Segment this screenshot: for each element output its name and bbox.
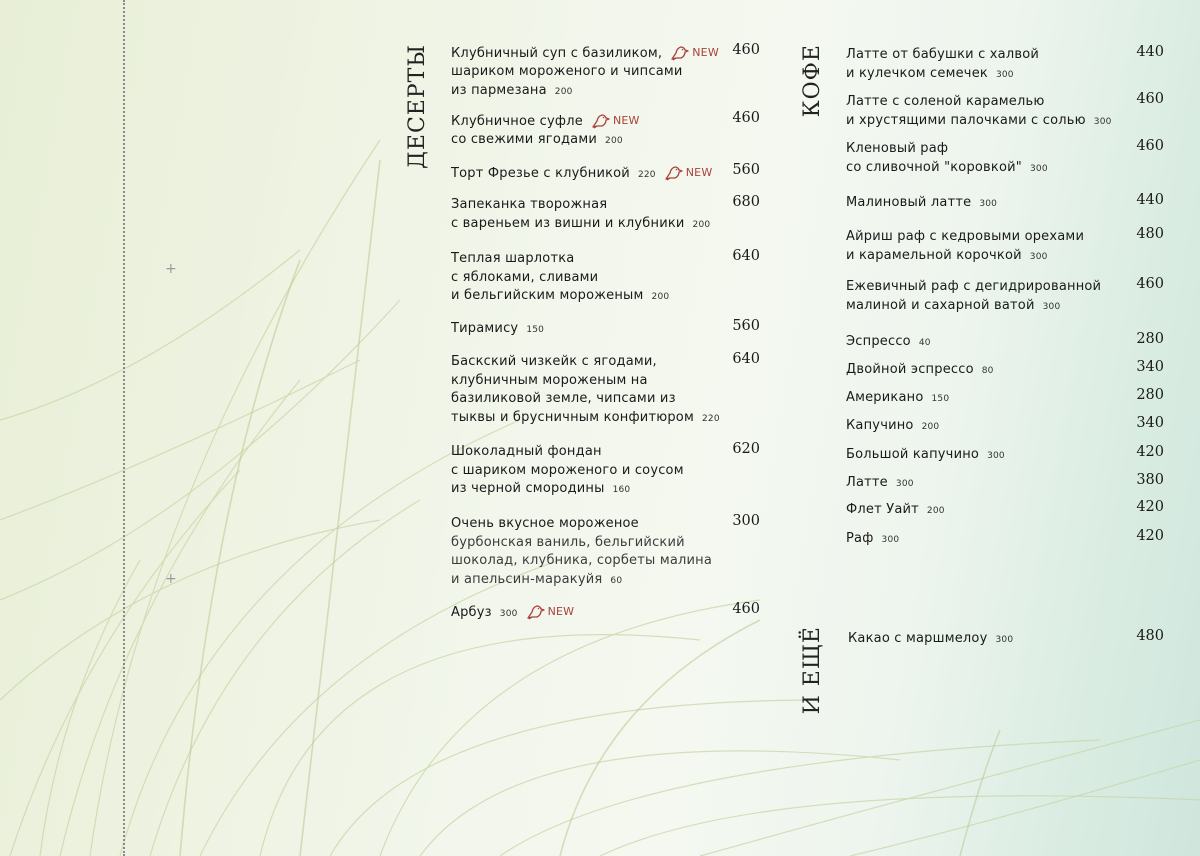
- item-name: тыквы и брусничным конфитюром: [451, 409, 694, 425]
- item-name: Очень вкусное мороженое: [451, 516, 639, 531]
- item-price: 620: [732, 441, 760, 457]
- more-item: [848, 630, 1013, 650]
- desserts-item: [451, 44, 719, 101]
- item-name: Какао с маршмелоу: [848, 631, 988, 646]
- item-name: Кленовый раф: [846, 141, 949, 156]
- bird-icon: [591, 113, 611, 129]
- item-price: 420: [1136, 528, 1164, 544]
- crosshair-mark-icon: +: [165, 571, 177, 587]
- item-name: Латте с соленой карамелью: [846, 94, 1045, 109]
- item-price: 280: [1136, 387, 1164, 403]
- section-title-coffee: КОФЕ: [800, 44, 825, 118]
- item-name: со сливочной "коровкой": [846, 159, 1022, 175]
- item-name: Двойной эспрессо: [846, 362, 974, 377]
- coffee-item: [846, 530, 899, 550]
- item-price: 440: [1136, 44, 1164, 60]
- desserts-item: [451, 443, 684, 500]
- item-name: Запеканка творожная: [451, 197, 608, 212]
- item-name: Малиновый латте: [846, 195, 972, 210]
- item-name: Клубничное суфле: [451, 113, 583, 129]
- item-price: 460: [732, 42, 760, 58]
- coffee-item: [846, 501, 945, 521]
- item-name: Тирамису: [451, 321, 519, 336]
- item-name: Теплая шарлотка: [451, 251, 575, 266]
- coffee-item: [846, 474, 914, 494]
- coffee-item: [846, 93, 1112, 131]
- item-name: из пармезана: [451, 82, 547, 98]
- item-weight: 300: [1029, 251, 1048, 262]
- coffee-item: [846, 228, 1084, 266]
- item-price: 640: [732, 351, 760, 367]
- item-price: 460: [1136, 91, 1164, 107]
- item-name: с вареньем из вишни и клубники: [451, 215, 685, 231]
- item-price: 420: [1136, 444, 1164, 460]
- bird-icon: [664, 165, 684, 181]
- item-weight: 300: [979, 199, 998, 209]
- new-badge-label: NEW: [685, 166, 713, 179]
- coffee-item: [846, 194, 997, 214]
- item-weight: 300: [1029, 163, 1048, 174]
- new-badge-label: NEW: [612, 114, 640, 127]
- item-name: со свежими ягодами: [451, 132, 598, 148]
- item-weight: 220: [637, 169, 656, 180]
- item-name: Торт Фрезье с клубникой: [451, 165, 630, 181]
- bird-icon: [670, 45, 690, 61]
- item-weight: 60: [610, 575, 623, 586]
- item-price: 480: [1136, 226, 1164, 242]
- item-name: Арбуз: [451, 604, 492, 620]
- item-name: из черной смородины: [451, 481, 605, 496]
- item-weight: 40: [918, 338, 931, 348]
- desserts-item: [451, 112, 640, 151]
- new-badge-label: NEW: [547, 605, 575, 618]
- item-name: Раф: [846, 531, 874, 546]
- section-title-more: И ЕЩЁ: [800, 626, 825, 715]
- desserts-item: [451, 320, 544, 340]
- item-price: 640: [732, 248, 760, 264]
- coffee-item: [846, 46, 1039, 84]
- item-name: Американо: [846, 390, 924, 405]
- item-name: Латте от бабушки с халвой: [846, 47, 1040, 62]
- item-weight: 200: [926, 506, 945, 516]
- item-weight: 220: [701, 413, 720, 424]
- desserts-item: [451, 353, 720, 428]
- item-name: Клубничный суп с базиликом,: [451, 45, 663, 61]
- coffee-item: [846, 446, 1005, 466]
- bird-icon: [526, 604, 546, 620]
- item-price: 380: [1136, 472, 1164, 488]
- item-name: Большой капучино: [846, 447, 980, 462]
- item-weight: 300: [499, 608, 518, 619]
- item-price: 300: [732, 513, 760, 529]
- item-description: бурбонская ваниль, бельгийский: [451, 534, 685, 550]
- item-name: клубничным мороженым на: [451, 372, 648, 388]
- section-title-desserts: ДЕСЕРТЫ: [405, 44, 430, 169]
- item-name: и карамельной корочкой: [846, 247, 1022, 263]
- item-name: и хрустящими палочками с солью: [846, 112, 1086, 128]
- item-description: шоколад, клубника, сорбеты малина: [451, 553, 713, 568]
- item-price: 340: [1136, 415, 1164, 431]
- item-weight: 300: [995, 69, 1014, 80]
- crosshair-mark-icon: +: [165, 261, 177, 277]
- item-name: и бельгийским мороженым: [451, 288, 644, 303]
- item-weight: 300: [881, 535, 900, 545]
- new-badge: [526, 603, 575, 622]
- item-price: 480: [1136, 628, 1164, 644]
- item-name: Капучино: [846, 418, 914, 433]
- item-price: 420: [1136, 499, 1164, 515]
- new-badge: [591, 112, 640, 131]
- item-price: 340: [1136, 359, 1164, 375]
- item-name: Ежевичный раф с дегидрированной: [846, 279, 1102, 294]
- item-price: 460: [1136, 276, 1164, 292]
- item-description: и апельсин-маракуйя: [451, 571, 603, 587]
- item-price: 460: [732, 110, 760, 126]
- desserts-item: [451, 515, 712, 590]
- item-name: малиной и сахарной ватой: [846, 297, 1035, 313]
- coffee-item: [846, 361, 994, 381]
- item-name: шариком мороженого и чипсами: [451, 64, 683, 80]
- item-name: Латте: [846, 475, 888, 490]
- item-weight: 150: [931, 394, 950, 404]
- coffee-item: [846, 140, 1048, 178]
- item-weight: 300: [1093, 116, 1112, 127]
- item-weight: 150: [526, 325, 545, 335]
- item-name: Айриш раф с кедровыми орехами: [846, 229, 1085, 244]
- item-weight: 300: [895, 479, 914, 489]
- coffee-item: [846, 333, 931, 353]
- item-weight: 300: [995, 635, 1014, 645]
- new-badge-label: NEW: [692, 46, 719, 59]
- item-price: 680: [732, 194, 760, 210]
- fold-divider: [123, 0, 125, 856]
- coffee-item: [846, 417, 939, 437]
- item-price: 280: [1136, 331, 1164, 347]
- item-name: с шариком мороженого и соусом: [451, 462, 684, 478]
- item-weight: 200: [921, 422, 940, 432]
- desserts-item: [451, 164, 712, 184]
- item-name: Флет Уайт: [846, 502, 919, 517]
- coffee-item: [846, 389, 949, 409]
- item-name: Шоколадный фондан: [451, 444, 602, 459]
- item-price: 440: [1136, 192, 1164, 208]
- item-weight: 300: [987, 451, 1005, 461]
- item-name: базиликовой земле, чипсами из: [451, 391, 676, 406]
- item-weight: 200: [554, 86, 573, 97]
- item-price: 560: [732, 162, 760, 178]
- item-name: с яблоками, сливами: [451, 269, 599, 285]
- item-weight: 200: [605, 136, 623, 147]
- item-name: Баскский чизкейк с ягодами,: [451, 354, 657, 369]
- item-weight: 200: [651, 292, 670, 302]
- item-price: 560: [732, 318, 760, 334]
- desserts-item: [451, 603, 574, 623]
- coffee-item: [846, 278, 1101, 316]
- item-price: 460: [1136, 138, 1164, 154]
- desserts-item: [451, 196, 710, 234]
- item-name: Эспрессо: [846, 334, 911, 349]
- item-weight: 300: [1042, 301, 1061, 312]
- item-weight: 160: [612, 485, 631, 495]
- desserts-item: [451, 250, 669, 307]
- item-name: и кулечком семечек: [846, 65, 988, 81]
- item-price: 460: [732, 601, 760, 617]
- item-weight: 200: [692, 219, 711, 230]
- item-weight: 80: [981, 366, 994, 376]
